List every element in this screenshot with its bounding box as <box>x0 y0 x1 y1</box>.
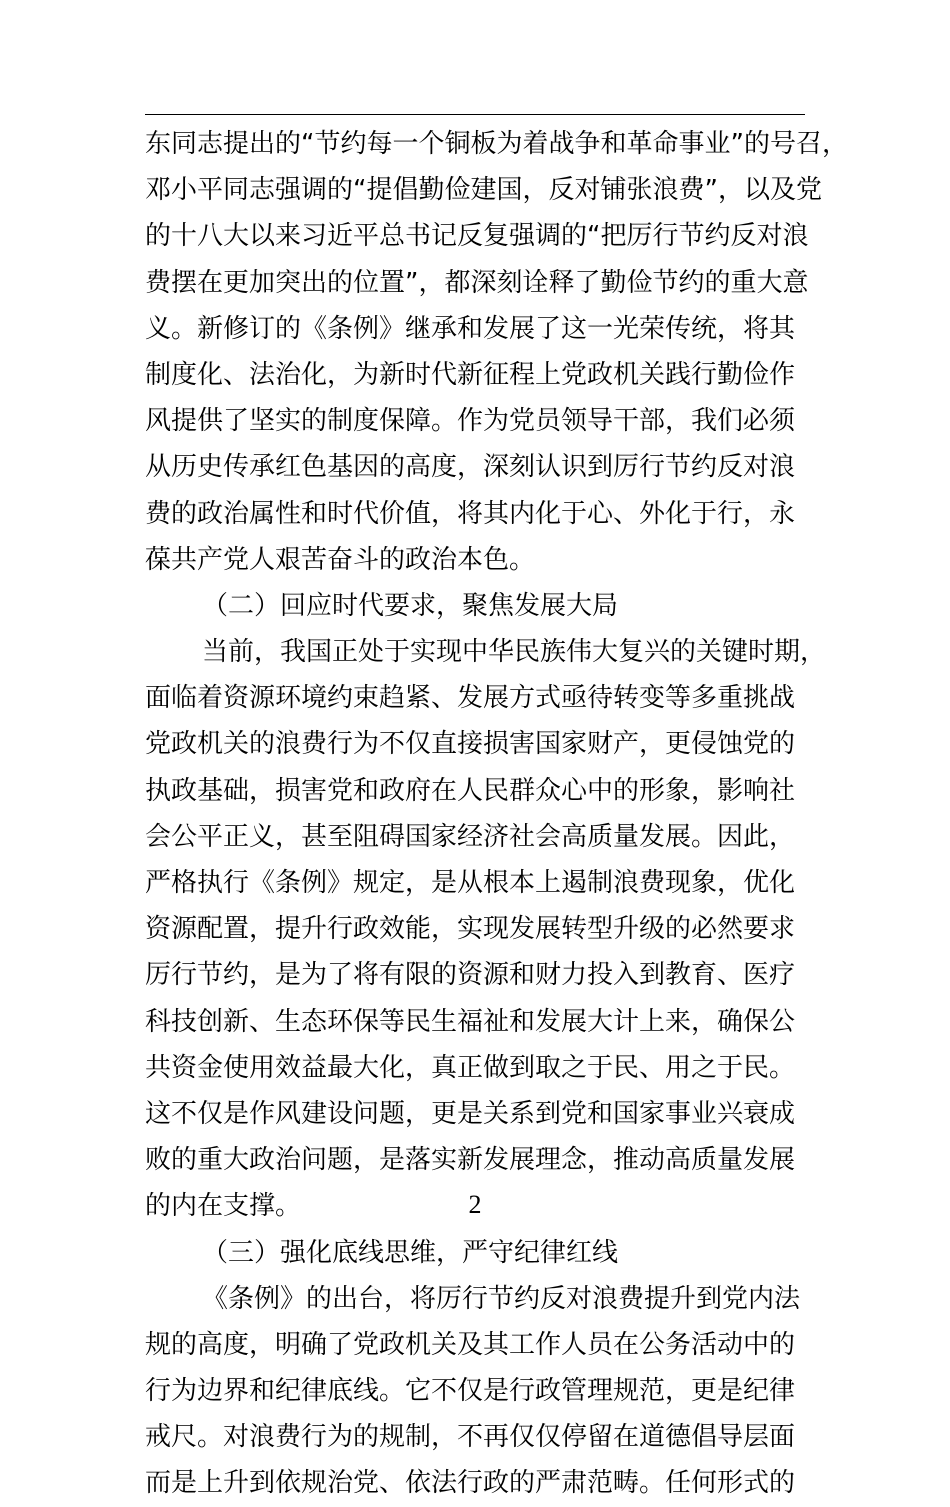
body-line: 科技创新、生态环保等民生福祉和发展大计上来，确保公 <box>145 1006 796 1037</box>
body-line: 东同志提出的“节约每一个铜板为着战争和革命事业”的号召， <box>145 129 848 159</box>
body-line: 共资金使用效益最大化，真正做到取之于民、用之于民。 <box>145 1052 796 1083</box>
body-line: 戒尺。对浪费行为的规制，不再仅仅停留在道德倡导层面 <box>145 1422 796 1453</box>
document-body <box>145 121 848 1507</box>
body-line: 严格执行《条例》规定，是从根本上遏制浪费现象，优化 <box>145 868 796 898</box>
paragraph-first-line: 当前，我国正处于实现中华民族伟大复兴的关键时期， <box>202 637 827 668</box>
body-line: 费的政治属性和时代价值，将其内化于心、外化于行，永 <box>145 498 796 529</box>
section-heading: （二）回应时代要求，聚焦发展大局 <box>202 590 619 621</box>
body-line: 败的重大政治问题，是落实新发展理念，推动高质量发展 <box>145 1145 796 1176</box>
body-line: 而是上升到依规治党、依法行政的严肃范畴。任何形式的 <box>145 1468 796 1499</box>
body-line: 资源配置，提升行政效能，实现发展转型升级的必然要求 <box>145 914 796 945</box>
body-line: 会公平正义，甚至阻碍国家经济社会高质量发展。因此， <box>145 821 796 852</box>
body-line: 党政机关的浪费行为不仅直接损害国家财产，更侵蚀党的 <box>145 729 796 760</box>
body-line: 葆共产党人艰苦奋斗的政治本色。 <box>145 544 536 575</box>
body-line: 执政基础，损害党和政府在人民群众心中的形象，影响社 <box>145 775 796 806</box>
section-heading: （三）强化底线思维，严守纪律红线 <box>202 1237 619 1268</box>
body-line: 行为边界和纪律底线。它不仅是行政管理规范，更是纪律 <box>145 1376 796 1407</box>
body-line: 风提供了坚实的制度保障。作为党员领导干部，我们必须 <box>145 406 796 437</box>
header-rule <box>145 114 805 115</box>
body-line: 规的高度，明确了党政机关及其工作人员在公务活动中的 <box>145 1329 796 1360</box>
body-line: 厉行节约，是为了将有限的资源和财力投入到教育、医疗 <box>145 960 796 991</box>
body-line: 面临着资源环境约束趋紧、发展方式亟待转变等多重挑战 <box>145 683 796 714</box>
body-line: 制度化、法治化，为新时代新征程上党政机关践行勤俭作 <box>145 359 796 390</box>
page-number: 2 <box>468 1190 482 1219</box>
paragraph-first-line: 《条例》的出台，将厉行节约反对浪费提升到党内法 <box>202 1283 801 1314</box>
body-line: 费摆在更加突出的位置”，都深刻诠释了勤俭节约的重大意 <box>145 267 809 298</box>
body-line: 邓小平同志强调的“提倡勤俭建国，反对铺张浪费”，以及党 <box>145 175 822 206</box>
body-line: 这不仅是作风建设问题，更是关系到党和国家事业兴衰成 <box>145 1098 796 1129</box>
body-line: 义。新修订的《条例》继承和发展了这一光荣传统，将其 <box>145 313 796 344</box>
body-line: 从历史传承红色基因的高度，深刻认识到厉行节约反对浪 <box>145 452 796 483</box>
body-line: 的内在支撑。 <box>145 1191 302 1222</box>
body-line: 的十八大以来习近平总书记反复强调的“把厉行节约反对浪 <box>145 221 809 252</box>
